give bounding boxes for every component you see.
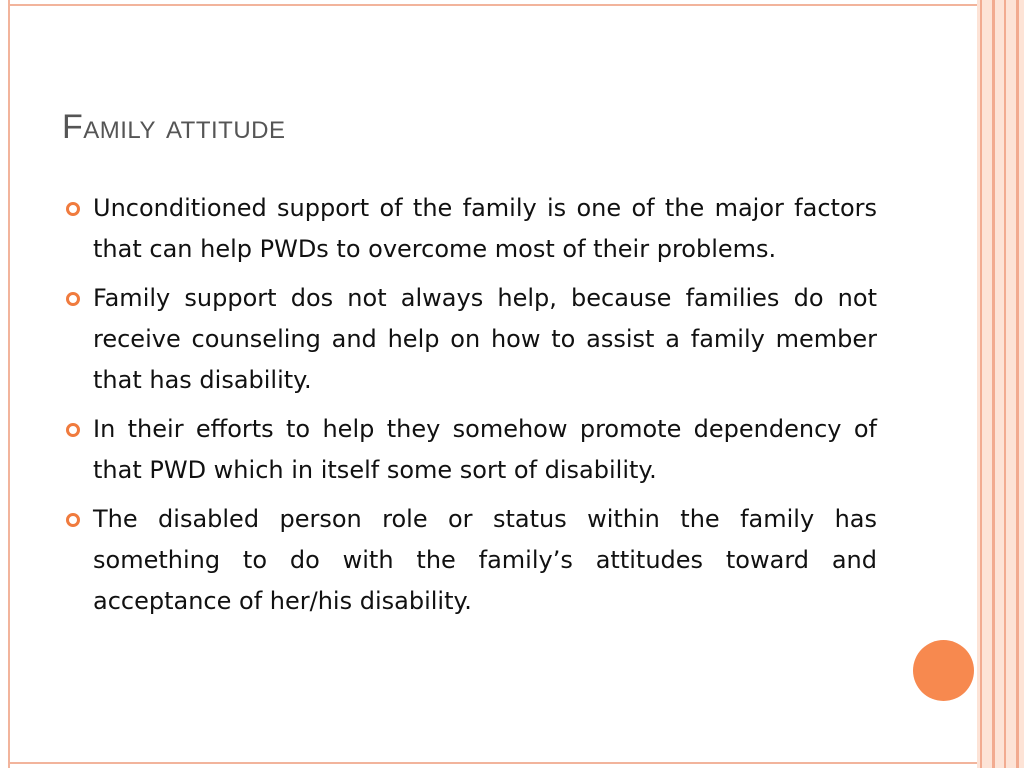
slide-title: Family attitude [62,108,286,146]
frame-bottom-line [8,762,980,764]
bullet-text: The disabled person role or status within the family has something to do with the family’s attitudes toward and acceptance of her/his disability. [93,505,877,615]
bullet-item [62,499,877,622]
ring-bullet-icon [66,202,80,216]
right-stripe [980,0,982,768]
decorative-circle [913,640,974,701]
right-stripe [1004,0,1006,768]
bullet-list [62,188,877,630]
bullet-item [62,188,877,270]
ring-bullet-icon [66,292,80,306]
bullet-text: Unconditioned support of the family is one of the major factors that can help PWDs to overcome most of their problems. [93,194,877,263]
bullet-text: In their efforts to help they somehow promote dependency of that PWD which in itself some sort of disability. [93,415,877,484]
frame-top-line [8,4,980,6]
ring-bullet-icon [66,423,80,437]
bullet-text: Family support dos not always help, because families do not receive counseling and help on how to assist a family member that has disability. [93,284,877,394]
bullet-item [62,409,877,491]
frame-left-line [8,0,10,768]
ring-bullet-icon [66,513,80,527]
right-stripe [1016,0,1019,768]
right-stripe [992,0,995,768]
bullet-item [62,278,877,401]
